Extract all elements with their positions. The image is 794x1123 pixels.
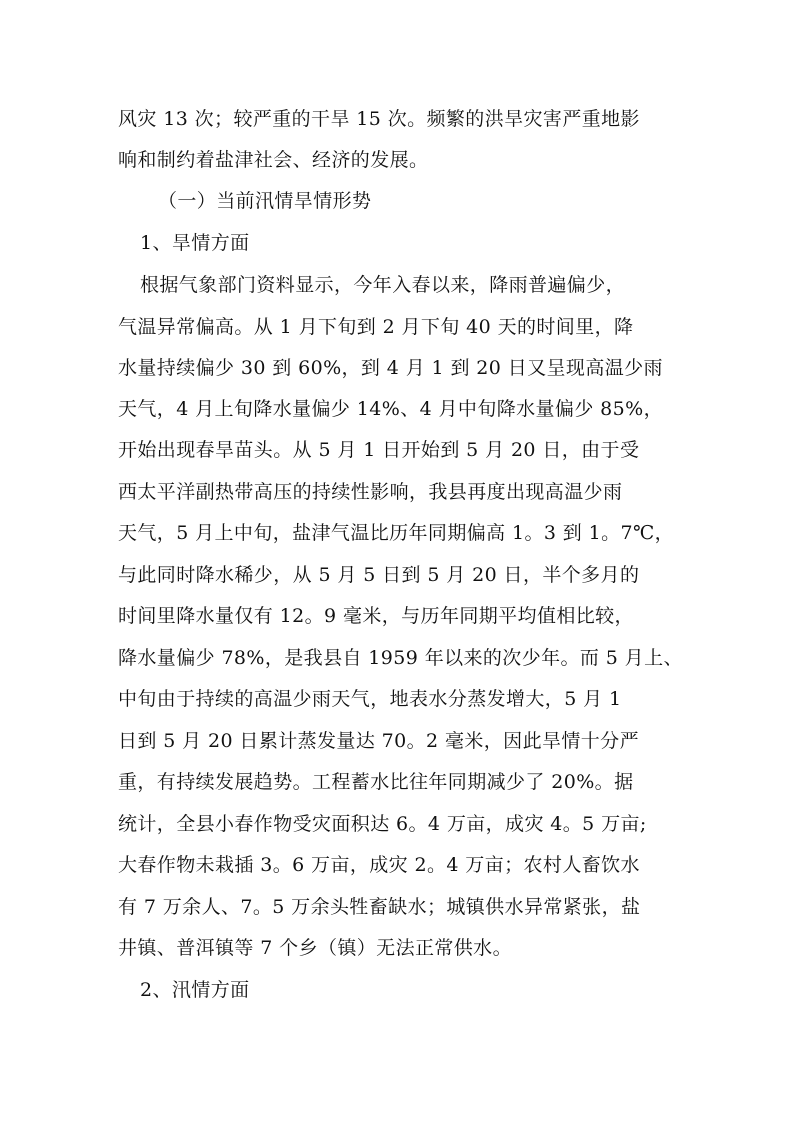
body-line: 响和制约着盐津社会、经济的发展。	[118, 149, 429, 171]
body-line: 井镇、普洱镇等 7 个乡（镇）无法正常供水。	[118, 937, 512, 959]
section-heading: （一）当前汛情旱情形势	[158, 190, 372, 212]
body-line: 西太平洋副热带高压的持续性影响，我县再度出现高温少雨	[118, 481, 623, 503]
body-line: 降水量偏少 78%，是我县自 1959 年以来的次少年。而 5 月上、	[118, 647, 683, 669]
subsection-heading: 1、旱情方面	[140, 232, 250, 254]
body-line: 大春作物未栽插 3。6 万亩，成灾 2。4 万亩；农村人畜饮水	[118, 854, 640, 876]
body-line: 气温异常偏高。从 1 月下旬到 2 月下旬 40 天的时间里，降	[118, 316, 634, 338]
subsection-heading: 2、汛情方面	[140, 979, 250, 1001]
body-line: 有 7 万余人、7。5 万余头牲畜缺水；城镇供水异常紧张，盐	[118, 896, 641, 918]
body-line: 风灾 13 次；较严重的干旱 15 次。频繁的洪旱灾害严重地影	[118, 108, 640, 130]
body-line: 水量持续偏少 30 到 60%，到 4 月 1 到 20 日又呈现高温少雨	[118, 357, 663, 379]
body-line: 重，有持续发展趋势。工程蓄水比往年同期减少了 20%。据	[118, 771, 634, 793]
paragraph-first-line: 根据气象部门资料显示，今年入春以来，降雨普遍偏少，	[140, 274, 626, 296]
body-line: 时间里降水量仅有 12。9 毫米，与历年同期平均值相比较，	[118, 605, 634, 627]
body-line: 与此同时降水稀少，从 5 月 5 日到 5 月 20 日，半个多月的	[118, 564, 640, 586]
body-line: 中旬由于持续的高温少雨天气，地表水分蒸发增大，5 月 1	[118, 688, 622, 710]
body-line: 统计，全县小春作物受灾面积达 6。4 万亩，成灾 4。5 万亩;	[118, 813, 647, 835]
body-line: 天气，4 月上旬降水量偏少 14%、4 月中旬降水量偏少 85%，	[118, 398, 663, 420]
body-line: 天气，5 月上中旬，盐津气温比历年同期偏高 1。3 到 1。7℃，	[118, 522, 675, 544]
body-line: 开始出现春旱苗头。从 5 月 1 日开始到 5 月 20 日，由于受	[118, 439, 640, 461]
body-line: 日到 5 月 20 日累计蒸发量达 70。2 毫米，因此旱情十分严	[118, 730, 639, 752]
